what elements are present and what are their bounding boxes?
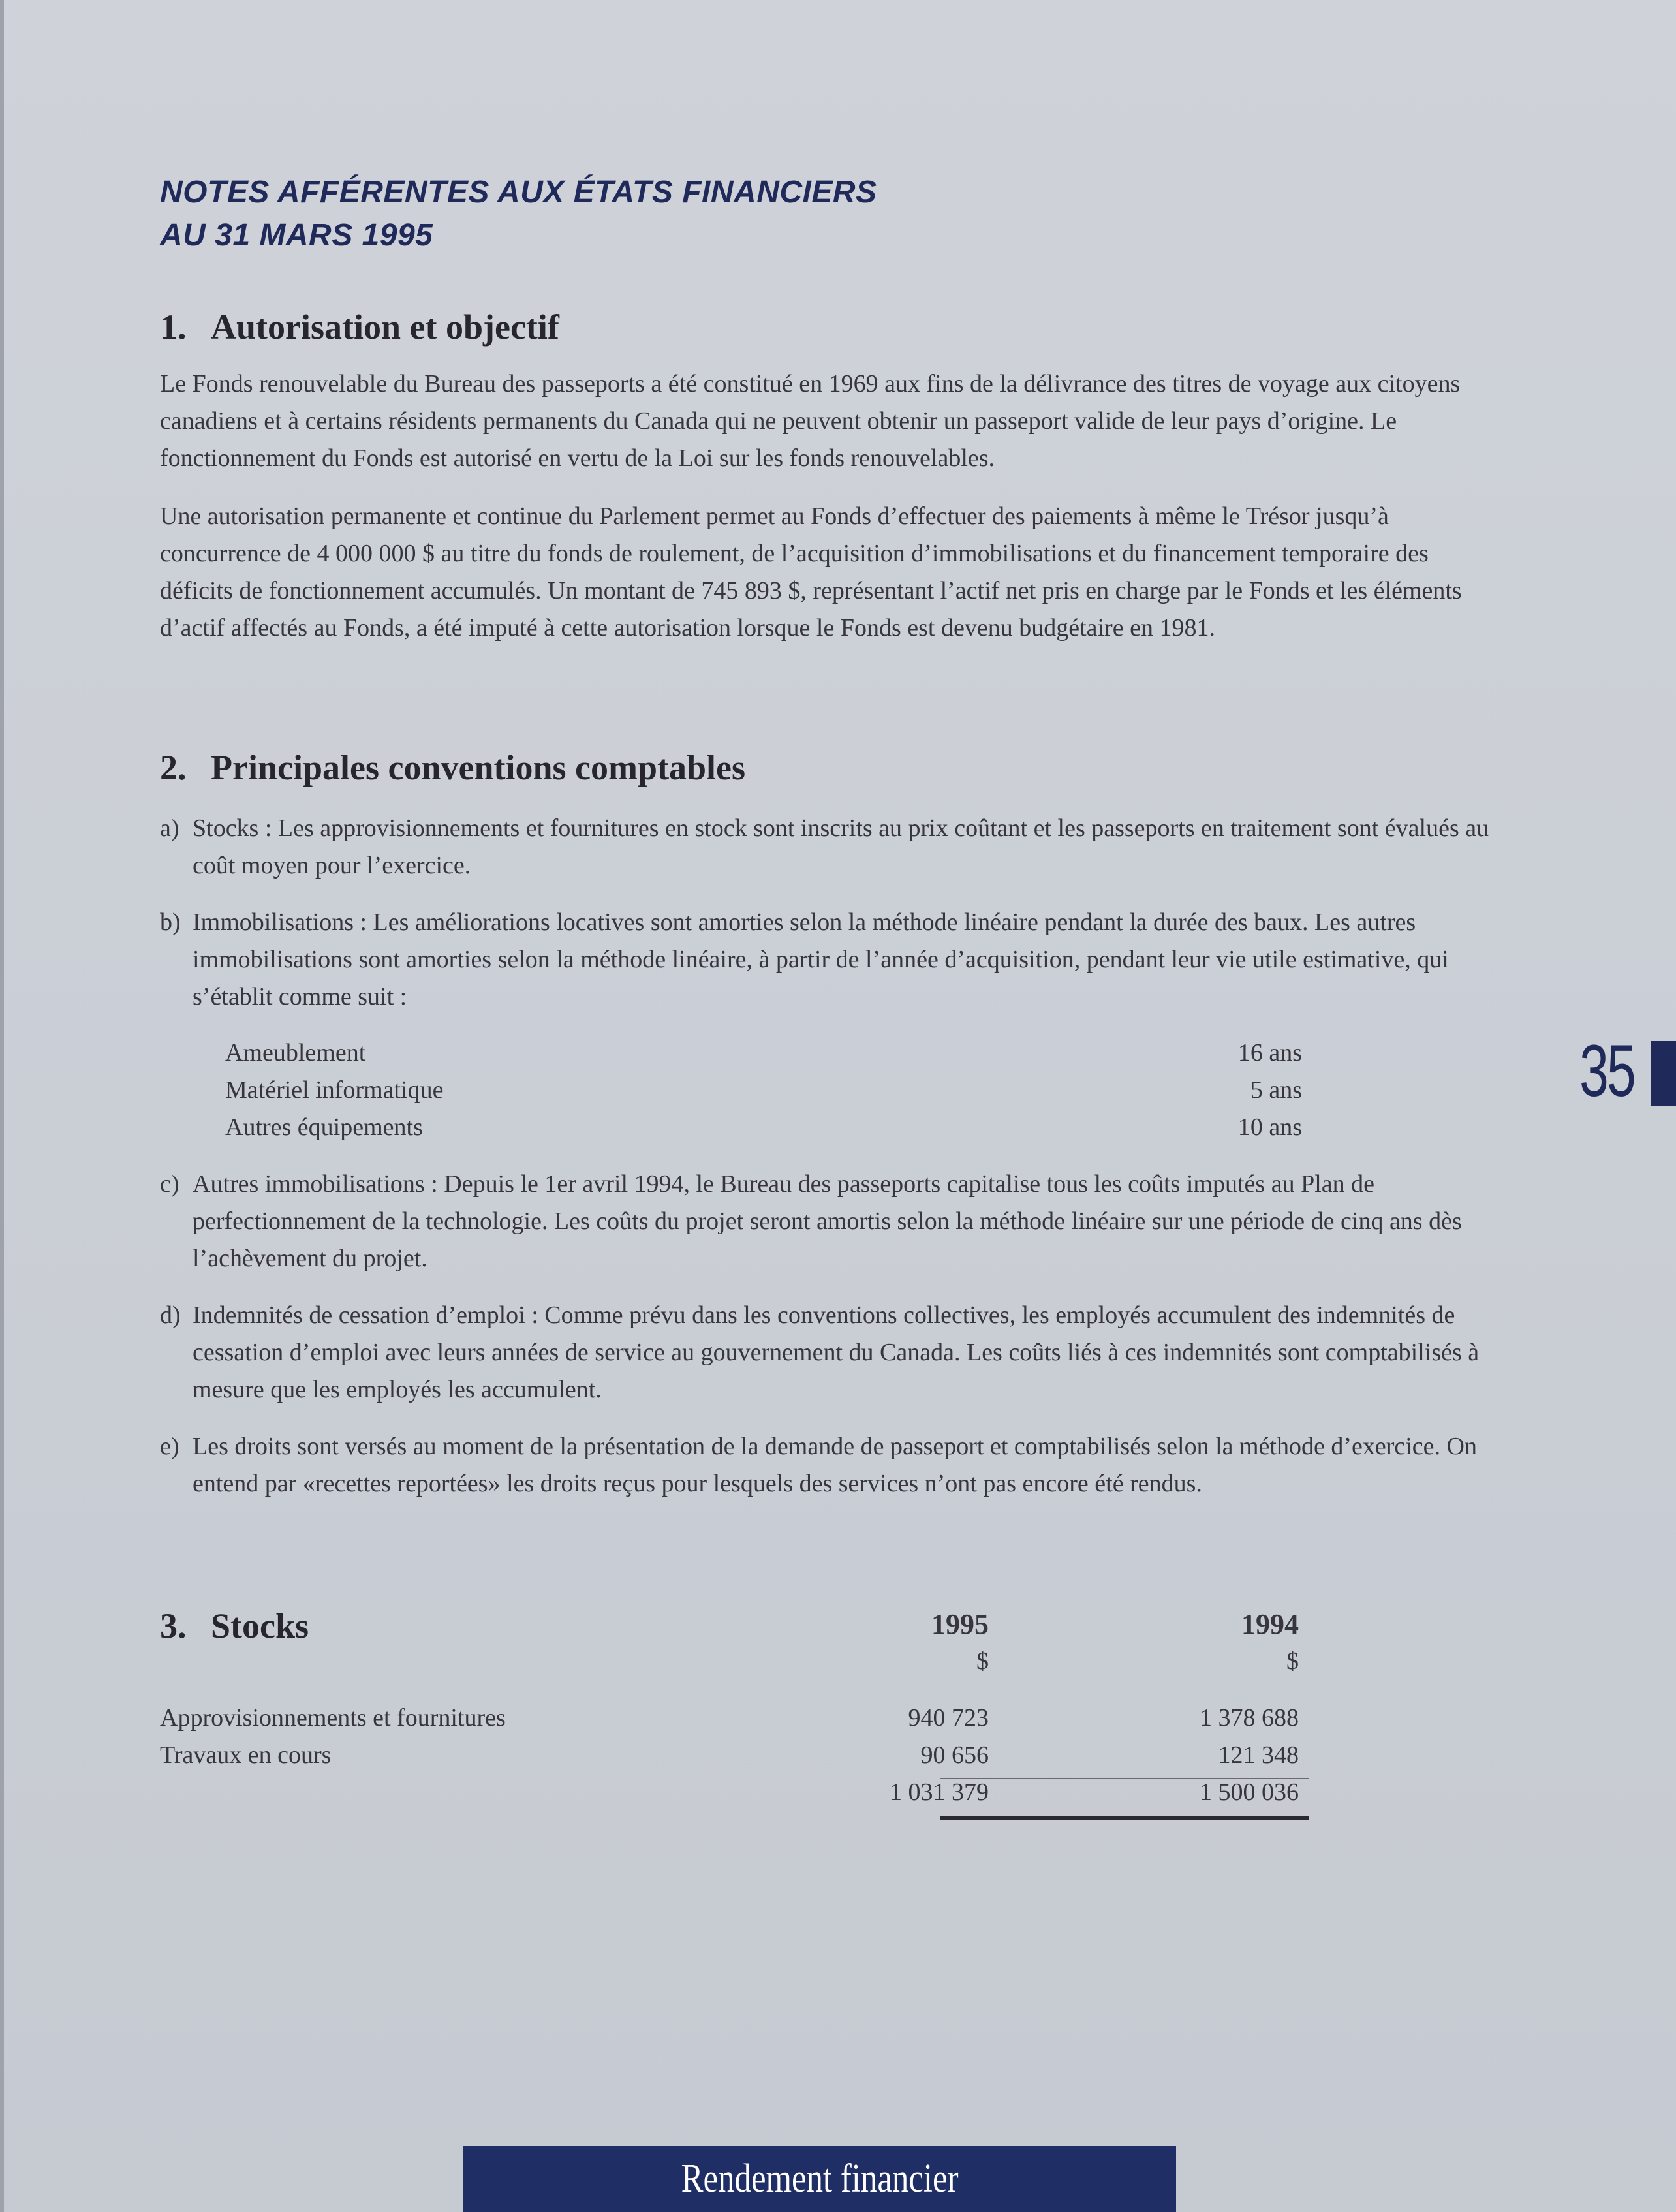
policy-item-text: Autres immobilisations : Depuis le 1er avril 1994, le Bureau des passeports capitalise tous les coûts imputés au Plan de perfectionnement de la technologie. Les coûts du projet seront amortis selon la méthode linéaire sur une période de cinq ans dès l’achèvement du projet. (193, 1170, 1462, 1272)
policy-item-text: Les droits sont versés au moment de la présentation de la demande de passeport et comptabilisés selon la méthode d’exercice. On entend par «recettes reportées» les droits reçus pour lesquels des services n’ont pas encore été rendus. (193, 1433, 1477, 1497)
asset-life: 5 ans (1250, 1076, 1302, 1104)
page-number: 35 (1579, 1030, 1634, 1112)
section-1-paragraph-1: Le Fonds renouvelable du Bureau des passeports a été constitué en 1969 aux fins de la délivrance des titres de voyage aux citoyens canadiens et à certains résidents permanents du Canada qui ne peuvent obtenir un passeport valide de leur pays d’origine. Le fonctionnement du Fonds est autorisé en vertu de la Loi sur les fonds renouvelables. (160, 370, 1461, 472)
policy-item-letter: e) (160, 1433, 179, 1460)
stocks-header-years (160, 1606, 1309, 1643)
section-2-title: Principales conventions comptables (211, 748, 745, 787)
section-1-paragraph-2: Une autorisation permanente et continue du Parlement permet au Fonds d’effectuer des paiements à même le Trésor jusqu’à concurrence de 4 000 000 $ au titre du fonds de roulement, de l’acquisition d’immobilisations et du financement temporaire des déficits de fonctionnement accumulés. Un montant de 745 893 $, représentant l’actif net pris en charge par le Fonds et les éléments d’actif affectés au Fonds, a été imputé à cette autorisation lorsque le Fonds est devenu budgétaire en 1981. (160, 503, 1462, 642)
policy-item-letter: d) (160, 1301, 181, 1329)
useful-life-table (225, 1035, 1302, 1146)
asset-name: Matériel informatique (225, 1076, 444, 1104)
policy-item-text: Stocks : Les approvisionnements et fournitures en stock sont inscrits au prix coûtant et les passeports en traitement sont évalués au coût moyen pour l’exercice. (193, 815, 1489, 879)
total-row (160, 1774, 1309, 1811)
document-title-line2: AU 31 MARS 1995 (160, 218, 433, 253)
page-tab-marker (1651, 1041, 1676, 1106)
value-1994: 1 378 688 (1200, 1704, 1299, 1732)
section-3-number: 3. (160, 1606, 187, 1645)
policy-item-d (160, 1297, 1491, 1409)
useful-life-row (225, 1109, 1302, 1146)
document-title (160, 171, 877, 257)
section-1-number: 1. (160, 307, 187, 347)
value-1995: 90 656 (920, 1741, 989, 1769)
page-edge (0, 0, 4, 2212)
value-1994: 121 348 (1218, 1741, 1299, 1769)
policy-item-text: Immobilisations : Les améliorations locatives sont amorties selon la méthode linéaire pendant la durée des baux. Les autres immobilisations sont amorties selon la méthode linéaire, à partir de l’année d’acquisition, pendant leur vie utile estimative, qui s’établit comme suit : (193, 909, 1449, 1010)
asset-name: Ameublement (225, 1039, 366, 1067)
footer-label: Rendement financier (681, 2157, 959, 2201)
policy-item-letter: c) (160, 1170, 179, 1198)
column-year-1995: 1995 (931, 1608, 989, 1640)
policy-item-b (160, 904, 1491, 1016)
total-1995: 1 031 379 (890, 1779, 989, 1806)
asset-name: Autres équipements (225, 1114, 423, 1141)
asset-life: 10 ans (1237, 1114, 1302, 1141)
footer-bar (463, 2146, 1176, 2212)
useful-life-row (225, 1035, 1302, 1072)
policy-item-a (160, 810, 1491, 884)
row-label: Travaux en cours (160, 1741, 332, 1769)
document-title-line1: NOTES AFFÉRENTES AUX ÉTATS FINANCIERS (160, 175, 877, 210)
column-year-1994: 1994 (1241, 1608, 1299, 1640)
section-3-title: Stocks (211, 1606, 309, 1645)
policy-item-c (160, 1166, 1491, 1277)
asset-life: 16 ans (1237, 1039, 1302, 1067)
policy-item-letter: b) (160, 909, 181, 936)
policy-item-text: Indemnités de cessation d’emploi : Comme prévu dans les conventions collectives, les employés accumulent des indemnités de cessation d’emploi avec leurs années de service au gouvernement du Canada. Les coûts liés à ces indemnités sont comptabilisés à mesure que les employés les accumulent. (193, 1301, 1480, 1403)
currency-symbol: $ (976, 1647, 989, 1675)
total-rule (940, 1816, 1309, 1820)
table-row (160, 1700, 1309, 1737)
stocks-table (160, 1606, 1309, 1811)
section-1-heading (160, 307, 559, 347)
section-2-number: 2. (160, 748, 187, 787)
useful-life-row (225, 1072, 1302, 1109)
stocks-header-currency (160, 1643, 1309, 1680)
table-row (160, 1737, 1309, 1774)
row-label: Approvisionnements et fournitures (160, 1704, 506, 1732)
currency-symbol: $ (1286, 1647, 1299, 1675)
section-1-title: Autorisation et objectif (211, 307, 559, 347)
total-1994: 1 500 036 (1200, 1779, 1299, 1806)
policy-item-letter: a) (160, 815, 179, 842)
section-2-heading (160, 747, 745, 788)
value-1995: 940 723 (908, 1704, 989, 1732)
policy-item-e (160, 1428, 1491, 1503)
